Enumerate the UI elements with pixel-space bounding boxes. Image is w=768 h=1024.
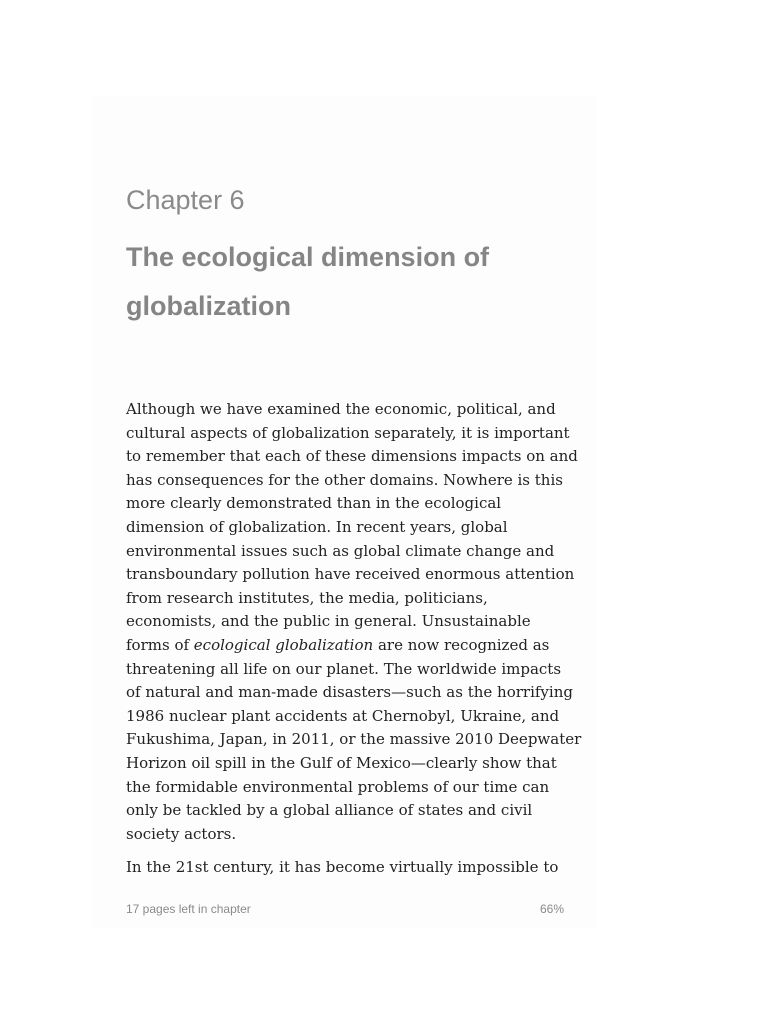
text-segment: only be tackled by a global alliance of states and civil — [126, 801, 533, 820]
text-segment: the formidable environmental problems of our time can — [126, 777, 550, 796]
text-line — [126, 728, 582, 752]
chapter-body-text — [126, 398, 582, 880]
text-line — [126, 563, 575, 587]
chapter-title: The ecological dimension of globalization — [126, 242, 490, 321]
emphasized-term: ecological globalization — [193, 635, 374, 654]
text-segment: threatening all life on our planet. The worldwide impacts — [126, 659, 562, 678]
text-segment: more clearly demonstrated than in the ecological — [126, 494, 502, 513]
text-line — [126, 422, 571, 446]
text-line — [126, 681, 571, 705]
text-segment: from research institutes, the media, politicians, — [126, 588, 488, 607]
text-segment: Fukushima, Japan, in 2011, or the massive 2010 Deepwater — [126, 730, 582, 749]
text-segment: society actors. — [126, 824, 237, 843]
text-segment: economists, and the public in general. Unsustainable — [126, 612, 531, 631]
text-line — [126, 587, 571, 611]
text-line — [126, 610, 571, 634]
text-line — [126, 752, 571, 776]
text-line — [126, 469, 571, 493]
text-line — [126, 634, 571, 658]
text-line — [126, 540, 571, 564]
text-line — [126, 856, 571, 880]
text-segment: forms of — [126, 635, 194, 654]
text-segment: Although we have examined the economic, political, and — [126, 400, 556, 418]
text-segment: are now recognized as — [373, 635, 550, 654]
text-line — [126, 823, 571, 847]
text-line — [126, 799, 571, 823]
text-segment: cultural aspects of globalization separately, it is important — [126, 423, 570, 442]
text-segment: 1986 nuclear plant accidents at Chernobyl, Ukraine, and — [126, 706, 560, 725]
text-line — [126, 516, 571, 540]
pages-left-indicator: 17 pages left in chapter — [126, 902, 251, 916]
text-line — [126, 705, 571, 729]
chapter-label: Chapter 6 — [126, 185, 245, 215]
text-segment: environmental issues such as global climate change and — [126, 541, 555, 560]
text-line — [126, 398, 571, 422]
text-segment: transboundary pollution have received enormous attention — [126, 565, 575, 584]
paragraph — [126, 398, 582, 846]
paragraph-gap — [126, 846, 571, 856]
reading-progress: 66% — [539, 902, 564, 916]
text-segment: dimension of globalization. In recent years, global — [126, 517, 508, 536]
text-line — [126, 658, 571, 682]
text-segment: Horizon oil spill in the Gulf of Mexico—clearly show that — [126, 753, 557, 772]
text-segment: has consequences for the other domains. Nowhere is this — [126, 470, 563, 489]
paragraph — [126, 856, 571, 880]
text-segment: to remember that each of these dimensions impacts on and — [126, 447, 578, 466]
text-line — [126, 492, 571, 516]
text-segment: of natural and man-made disasters—such as the horrifying — [126, 683, 573, 702]
text-line — [126, 445, 578, 469]
text-segment: In the 21st century, it has become virtually impossible to — [126, 858, 559, 877]
text-line — [126, 776, 571, 800]
